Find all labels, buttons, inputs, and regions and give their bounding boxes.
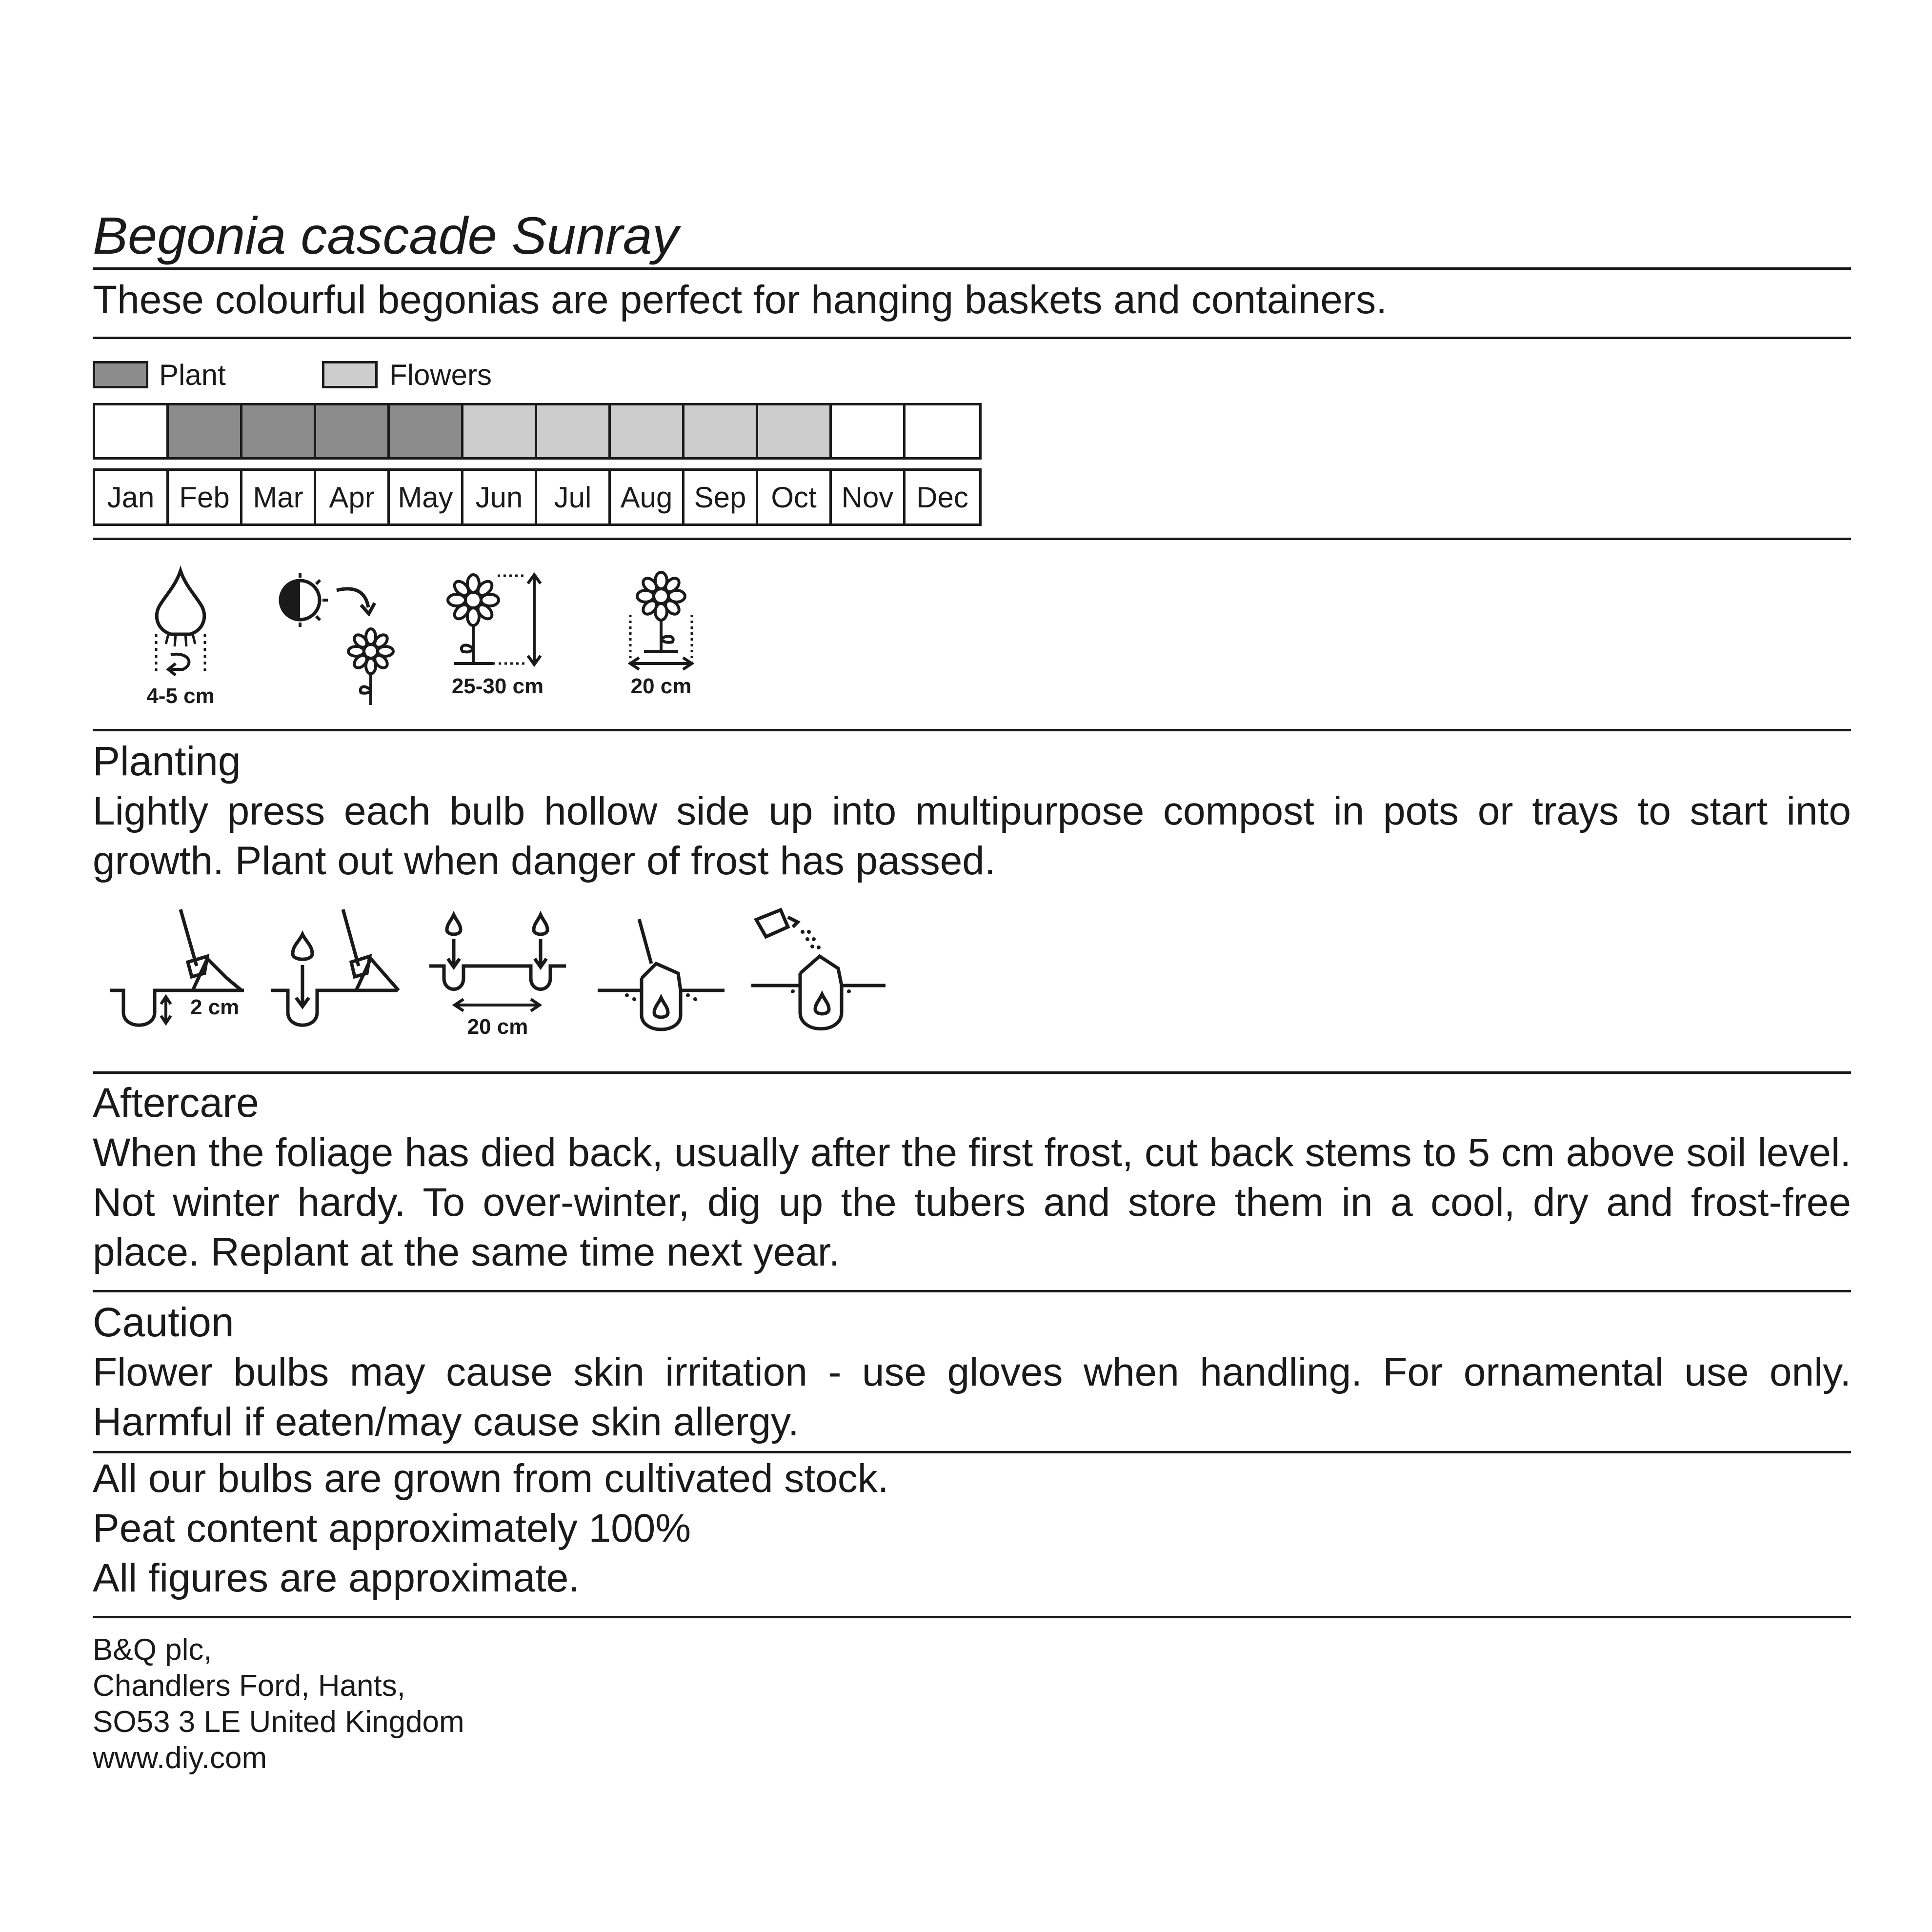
calendar-cell-sep xyxy=(684,405,758,457)
product-description: These colourful begonias are perfect for hanging baskets and containers. xyxy=(93,278,1387,322)
plant-height-label: 25-30 cm xyxy=(451,674,544,698)
calendar-cell-apr xyxy=(316,405,390,457)
calendar-cell-may xyxy=(390,405,463,457)
divider xyxy=(93,1616,1851,1618)
calendar-bar xyxy=(93,403,982,460)
calendar-cell-nov xyxy=(832,405,906,457)
calendar-month-label: Jan xyxy=(95,471,169,523)
calendar-month-label: Nov xyxy=(832,471,906,523)
step-cover-bulb-icon xyxy=(598,917,734,1044)
calendar-month-label: Feb xyxy=(169,471,242,523)
step-depth-label: 2 cm xyxy=(190,995,240,1019)
divider xyxy=(93,337,1851,339)
product-title: Begonia cascade Sunray xyxy=(93,206,679,265)
website-link[interactable]: www.diy.com xyxy=(93,1741,267,1775)
step-spacing-label: 20 cm xyxy=(467,1015,528,1039)
address-company: B&Q plc, xyxy=(93,1633,212,1667)
planting-text: Lightly press each bulb hollow side up into multipurpose compost in pots or trays to start into growth. Plant out when danger of frost has passed. xyxy=(93,789,1851,883)
legend-flowers-label: Flowers xyxy=(389,359,492,391)
calendar-months xyxy=(93,468,982,526)
plant-spacing-icon xyxy=(620,566,703,673)
aftercare-heading: Aftercare xyxy=(93,1080,259,1126)
planting-depth-label: 4-5 cm xyxy=(146,684,215,708)
aftercare-text: When the foliage has died back, usually after the first frost, cut back stems to 5 cm above soil level. Not winter hardy. To over-winter, dig up the tubers and store them in a cool, dry and frost-free place. Replant at the same time next year. xyxy=(93,1130,1851,1274)
sun-partial-shade-icon xyxy=(273,571,405,707)
note-cultivated-stock: All our bulbs are grown from cultivated stock. xyxy=(93,1456,889,1501)
calendar-month-label: Oct xyxy=(758,471,832,523)
calendar-month-label: Jun xyxy=(463,471,537,523)
divider xyxy=(93,1071,1851,1074)
calendar-cell-jul xyxy=(537,405,611,457)
divider xyxy=(93,729,1851,731)
bulb-depth-icon xyxy=(141,566,220,678)
caution-text: Flower bulbs may cause skin irritation - use gloves when handling. For ornamental use only. Harmful if eaten/may cause skin allergy. xyxy=(93,1350,1851,1444)
calendar-month-label: Jul xyxy=(537,471,611,523)
calendar-cell-feb xyxy=(169,405,242,457)
calendar-month-label: Aug xyxy=(611,471,684,523)
step-place-bulb-icon xyxy=(271,907,407,1044)
note-figures-approximate: All figures are approximate. xyxy=(93,1556,580,1600)
note-peat-content: Peat content approximately 100% xyxy=(93,1506,691,1550)
calendar-month-label: Sep xyxy=(684,471,758,523)
calendar-cell-oct xyxy=(758,405,832,457)
legend-plant-label: Plant xyxy=(159,359,226,391)
legend-plant-swatch xyxy=(93,361,148,388)
calendar-month-label: Apr xyxy=(316,471,390,523)
calendar-month-label: Dec xyxy=(916,481,968,514)
calendar-cell-dec xyxy=(906,405,979,457)
calendar-month-label: May xyxy=(390,471,463,523)
calendar-cell-aug xyxy=(611,405,684,457)
divider xyxy=(93,538,1851,540)
divider xyxy=(93,1451,1851,1453)
plant-spacing-label: 20 cm xyxy=(630,674,692,698)
planting-heading: Planting xyxy=(93,738,241,784)
calendar-cell-jan xyxy=(95,405,169,457)
step-watering-icon xyxy=(751,907,893,1049)
legend-flowers-swatch xyxy=(322,361,378,388)
calendar-cell-jun xyxy=(463,405,537,457)
divider xyxy=(93,267,1851,270)
address-postcode: SO53 3 LE United Kingdom xyxy=(93,1705,464,1739)
plant-height-icon xyxy=(444,566,551,673)
divider xyxy=(93,1290,1851,1292)
calendar-cell-mar xyxy=(242,405,316,457)
address-town: Chandlers Ford, Hants, xyxy=(93,1669,405,1703)
caution-heading: Caution xyxy=(93,1299,234,1345)
calendar-month-label: Mar xyxy=(242,471,316,523)
